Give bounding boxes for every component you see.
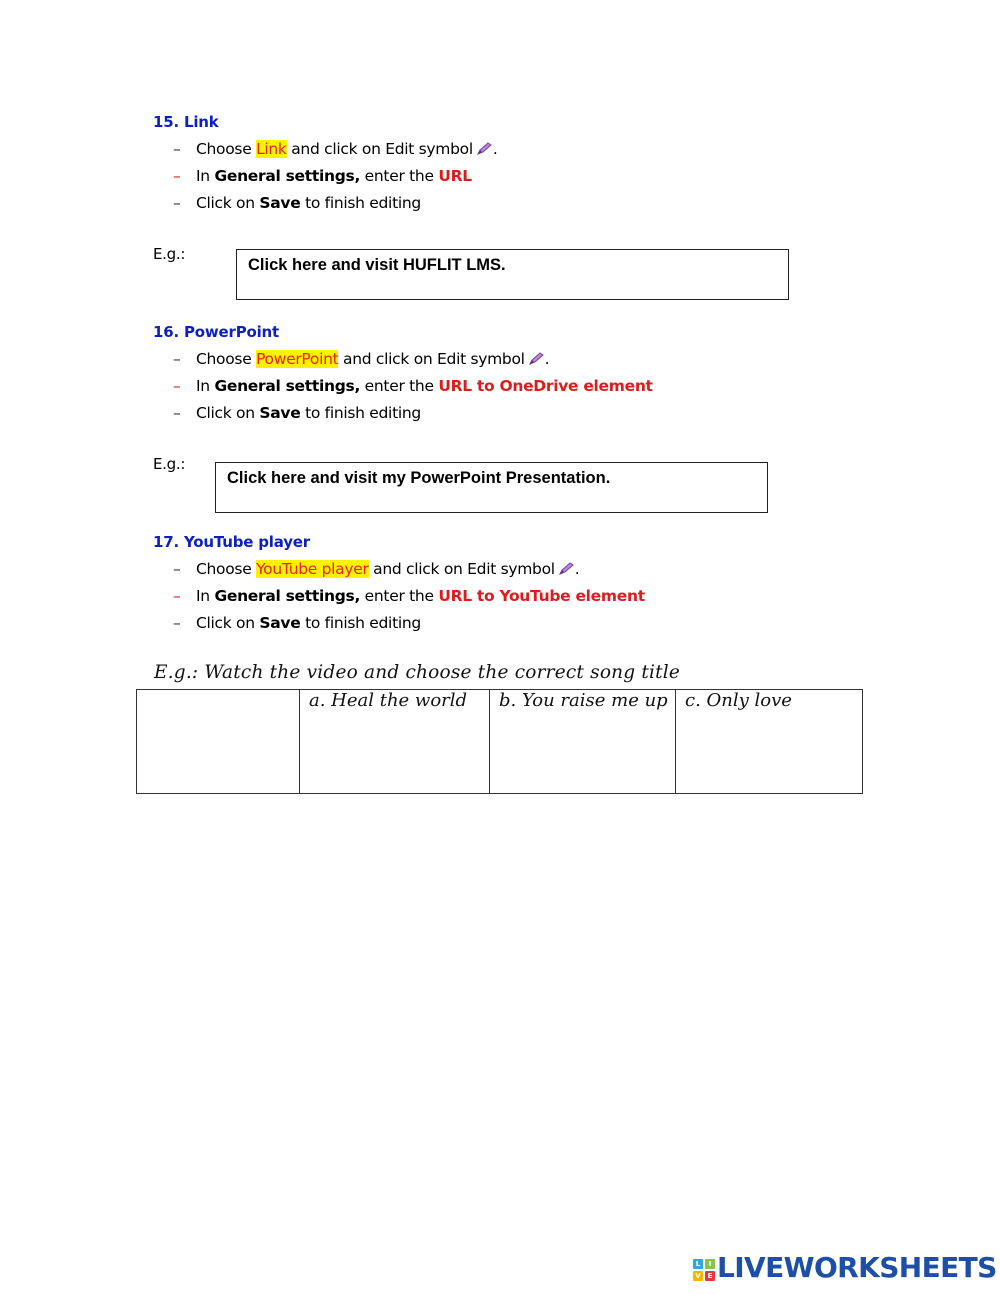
bullet-dash: – [173, 194, 181, 212]
bullet-dash: – [173, 350, 181, 368]
bullet-dash: – [173, 377, 181, 395]
youtube-example-title: E.g.: Watch the video and choose the correct song title [154, 662, 681, 683]
bullet-dash: – [173, 167, 181, 185]
example-label: E.g.: [153, 245, 186, 263]
link-example-text[interactable]: Click here and visit HUFLIT LMS. [248, 256, 506, 274]
song-option-c[interactable]: c. Only love [676, 690, 863, 794]
highlighted-element-name: Link [256, 140, 287, 158]
section-heading-youtube: 17. YouTube player [153, 533, 310, 551]
logo-tiles-icon: L I V E [693, 1259, 715, 1281]
highlighted-element-name: PowerPoint [256, 350, 339, 368]
pencil-edit-icon [476, 141, 493, 155]
bullet-dash: – [173, 587, 181, 605]
song-option-b[interactable]: b. You raise me up [490, 690, 676, 794]
pencil-edit-icon [528, 351, 545, 365]
highlighted-element-name: YouTube player [256, 560, 369, 578]
bullet-dash: – [173, 614, 181, 632]
powerpoint-example-box[interactable] [215, 462, 768, 513]
example-label: E.g.: [153, 455, 186, 473]
powerpoint-example-text[interactable]: Click here and visit my PowerPoint Presentation. [227, 469, 611, 487]
song-option-a[interactable]: a. Heal the world [300, 690, 490, 794]
link-example-box[interactable] [236, 249, 789, 300]
bullet-dash: – [173, 404, 181, 422]
logo-text: LIVEWORKSHEETS [717, 1251, 997, 1284]
bullet-dash: – [173, 140, 181, 158]
pencil-edit-icon [558, 561, 575, 575]
section-heading-powerpoint: 16. PowerPoint [153, 323, 280, 341]
bullet-dash: – [173, 560, 181, 578]
song-choice-table [136, 689, 863, 794]
video-player-cell[interactable] [137, 690, 300, 794]
section-heading-link: 15. Link [153, 113, 219, 131]
